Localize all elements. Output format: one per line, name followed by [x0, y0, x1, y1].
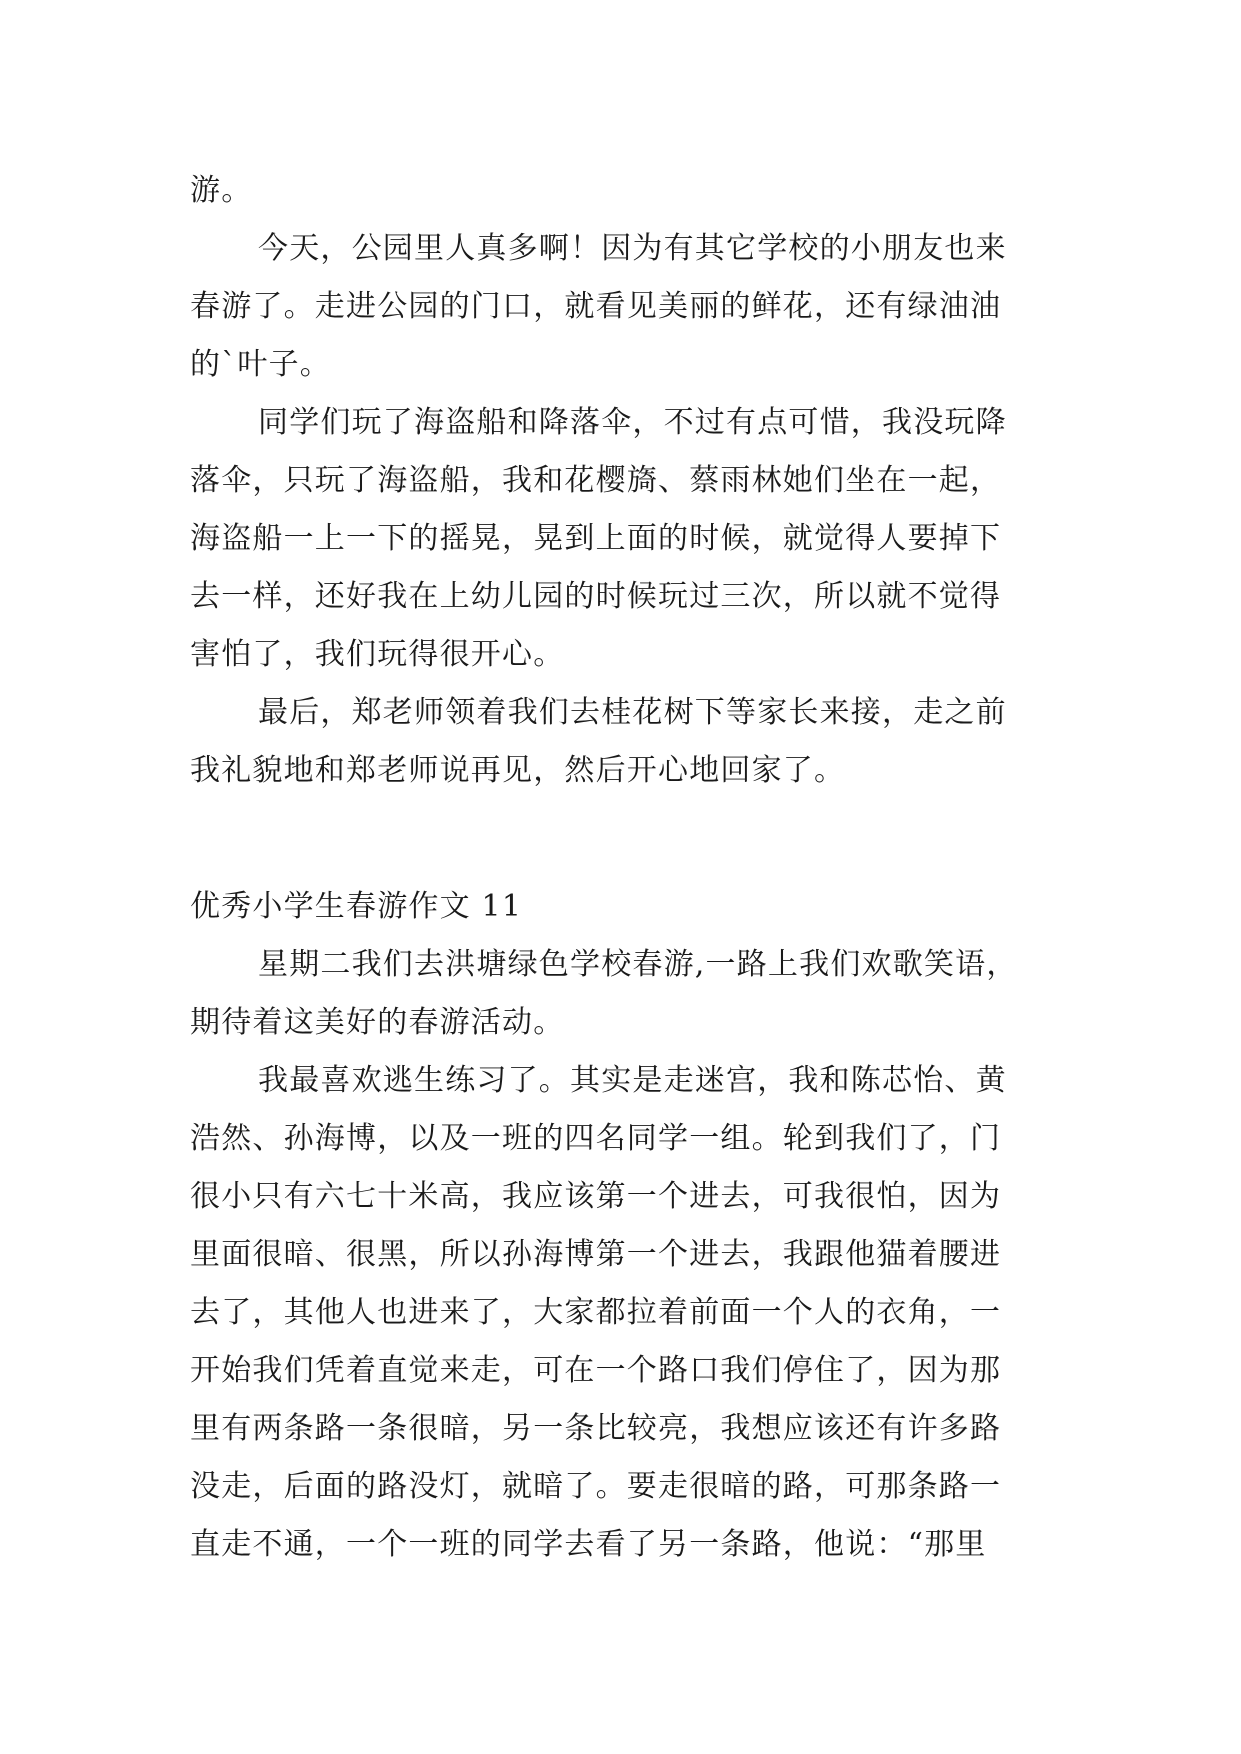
text-line: 的`叶子。 [190, 347, 331, 382]
section-heading: 优秀小学生春游作文 11 [190, 889, 523, 924]
text-line: 开始我们凭着直觉来走，可在一个路口我们停住了，因为那 [190, 1353, 1002, 1388]
text-line: 直走不通，一个一班的同学去看了另一条路，他说：“那里 [190, 1527, 987, 1562]
text-line: 海盗船一上一下的摇晃，晃到上面的时候，就觉得人要掉下 [190, 521, 1002, 556]
text-line: 期待着这美好的春游活动。 [190, 1005, 565, 1040]
text-line: 今天，公园里人真多啊！因为有其它学校的小朋友也来 [258, 231, 1007, 266]
paragraph [190, 220, 1060, 394]
text-line: 落伞，只玩了海盗船，我和花樱旖、蔡雨林她们坐在一起， [190, 463, 1002, 498]
text-line: 很小只有六七十米高，我应该第一个进去，可我很怕，因为 [190, 1179, 1002, 1214]
text-line: 最后，郑老师领着我们去桂花树下等家长来接，走之前 [258, 695, 1007, 730]
paragraph [190, 936, 1060, 1052]
text-line: 里面很暗、很黑，所以孙海博第一个进去，我跟他猫着腰进 [190, 1237, 1002, 1272]
text-line: 去一样，还好我在上幼儿园的时候玩过三次，所以就不觉得 [190, 579, 1002, 614]
section-gap [190, 800, 1060, 878]
text-line: 没走，后面的路没灯，就暗了。要走很暗的路，可那条路一 [190, 1469, 1002, 1504]
text-line: 我礼貌地和郑老师说再见，然后开心地回家了。 [190, 753, 846, 788]
paragraph [190, 684, 1060, 800]
text-line: 里有两条路一条很暗，另一条比较亮，我想应该还有许多路 [190, 1411, 1002, 1446]
text-line: 春游了。走进公园的门口，就看见美丽的鲜花，还有绿油油 [190, 289, 1002, 324]
text-line: 浩然、孙海博，以及一班的四名同学一组。轮到我们了，门 [190, 1121, 1002, 1156]
document-body [190, 162, 1060, 1574]
paragraph [190, 1052, 1060, 1574]
text-line: 我最喜欢逃生练习了。其实是走迷宫，我和陈芯怡、黄 [258, 1063, 1007, 1098]
text-line: 游。 [190, 173, 253, 208]
paragraph [190, 162, 1060, 220]
paragraph [190, 394, 1060, 684]
text-line: 去了，其他人也进来了，大家都拉着前面一个人的衣角，一 [190, 1295, 1002, 1330]
text-line: 害怕了，我们玩得很开心。 [190, 637, 565, 672]
text-line: 同学们玩了海盗船和降落伞，不过有点可惜，我没玩降 [258, 405, 1007, 440]
text-line: 星期二我们去洪塘绿色学校春游,一路上我们欢歌笑语， [258, 947, 1018, 982]
